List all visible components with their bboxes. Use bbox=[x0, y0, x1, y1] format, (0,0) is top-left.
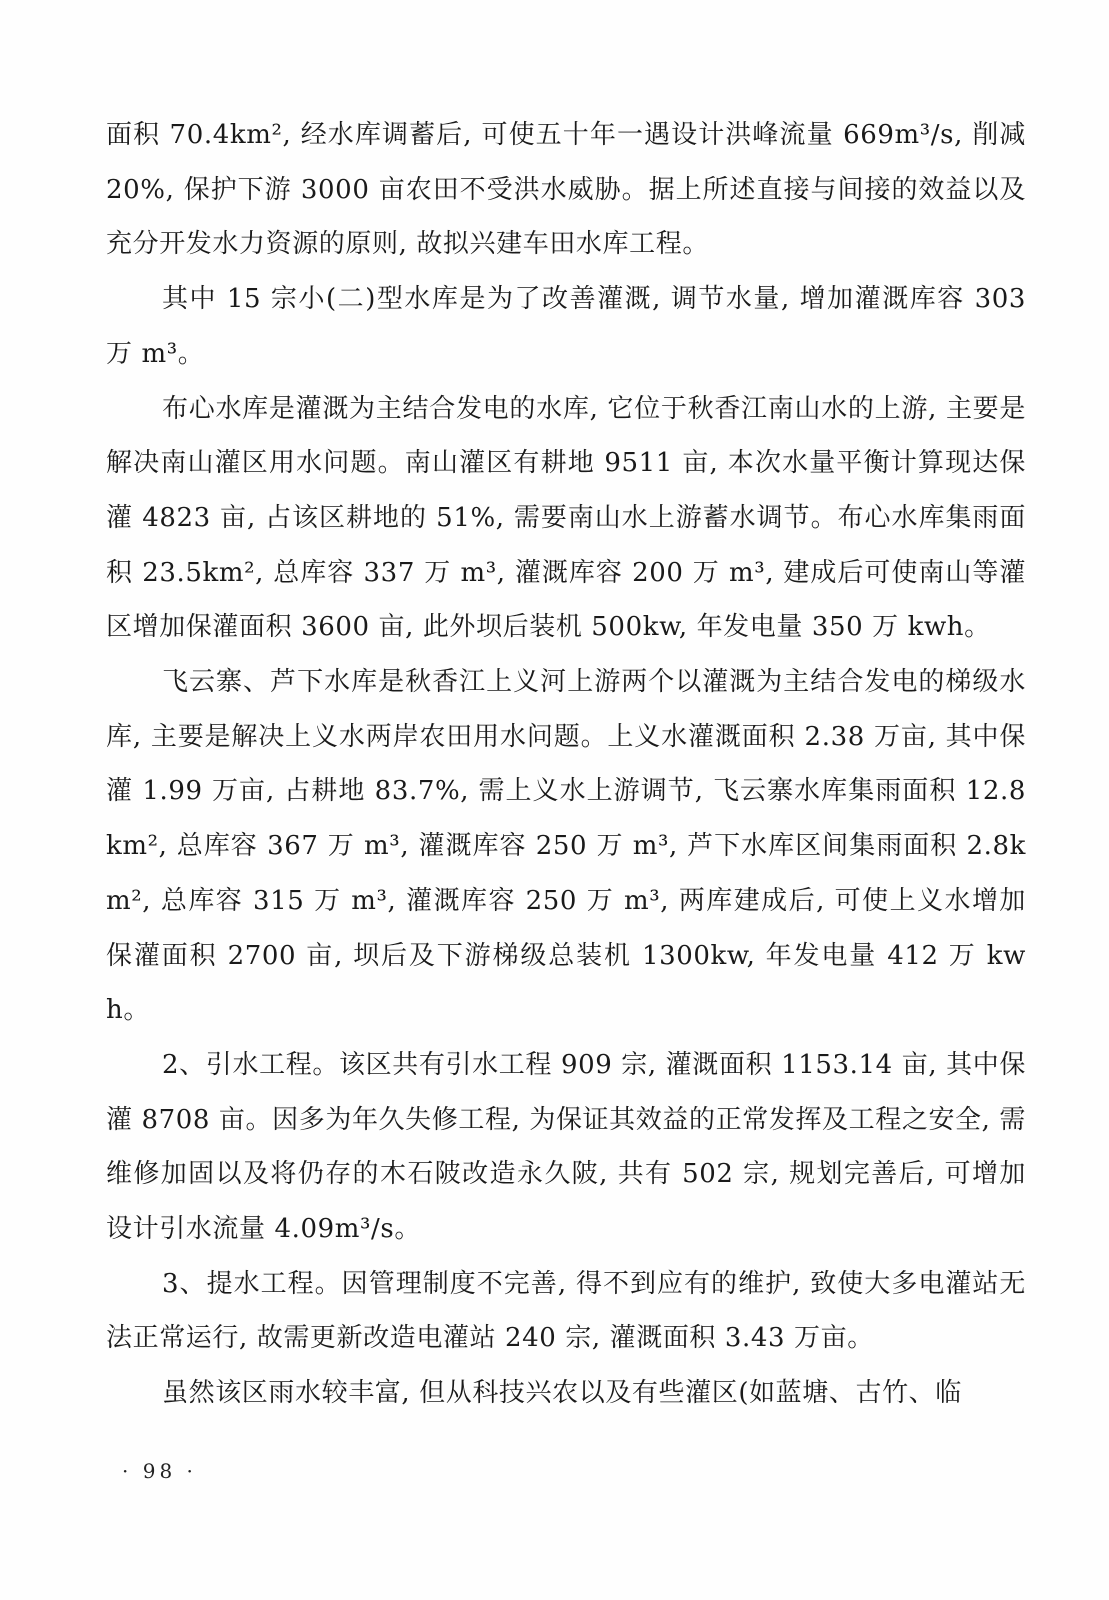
body-text bbox=[106, 108, 1026, 1421]
paragraph-4: 飞云寨、芦下水库是秋香江上义河上游两个以灌溉为主结合发电的梯级水库, 主要是解决上义水两岸农田用水问题。上义水灌溉面积 2.38 万亩, 其中保灌 1.99 万亩, 占耕地 83.7%, 需上义水上游调节, 飞云寨水库集雨面积 12.8km², 总库容 367 万 m³, 灌溉库容 250 万 m³, 芦下水库区间集雨面积 2.8km², 总库容 315 万 m³, 灌溉库容 250 万 m³, 两库建成后, 可使上义水增加保灌面积 2700 亩, 坝后及下游梯级总装机 1300kw, 年发电量 412 万 kwh。 bbox=[106, 667, 1026, 1026]
paragraph-1: 面积 70.4km², 经水库调蓄后, 可使五十年一遇设计洪峰流量 669m³/s, 削减 20%, 保护下游 3000 亩农田不受洪水威胁。据上所述直接与间接的效益以及充分开发水力资源的原则, 故拟兴建车田水库工程。 bbox=[106, 120, 1026, 260]
paragraph-5: 2、引水工程。该区共有引水工程 909 宗, 灌溉面积 1153.14 亩, 其中保灌 8708 亩。因多为年久失修工程, 为保证其效益的正常发挥及工程之安全, 需维修加固以及将仍存的木石陂改造永久陂, 共有 502 宗, 规划完善后, 可增加设计引水流量 4.09m³/s。 bbox=[106, 1049, 1026, 1245]
paragraph-7: 虽然该区雨水较丰富, 但从科技兴农以及有些灌区(如蓝塘、古竹、临 bbox=[162, 1378, 962, 1409]
paragraph-6: 3、提水工程。因管理制度不完善, 得不到应有的维护, 致使大多电灌站无法正常运行, 故需更新改造电灌站 240 宗, 灌溉面积 3.43 万亩。 bbox=[106, 1268, 1026, 1354]
paragraph-2: 其中 15 宗小(二)型水库是为了改善灌溉, 调节水量, 增加灌溉库容 303 万 m³。 bbox=[106, 284, 1026, 369]
paragraph-3: 布心水库是灌溉为主结合发电的水库, 它位于秋香江南山水的上游, 主要是解决南山灌区用水问题。南山灌区有耕地 9511 亩, 本次水量平衡计算现达保灌 4823 亩, 占该区耕地的 51%, 需要南山水上游蓄水调节。布心水库集雨面积 23.5km², 总库容 337 万 m³, 灌溉库容 200 万 m³, 建成后可使南山等灌区增加保灌面积 3600 亩, 此外坝后装机 500kw, 年发电量 350 万 kwh。 bbox=[106, 393, 1026, 643]
page-number: · 98 · bbox=[122, 1459, 197, 1483]
